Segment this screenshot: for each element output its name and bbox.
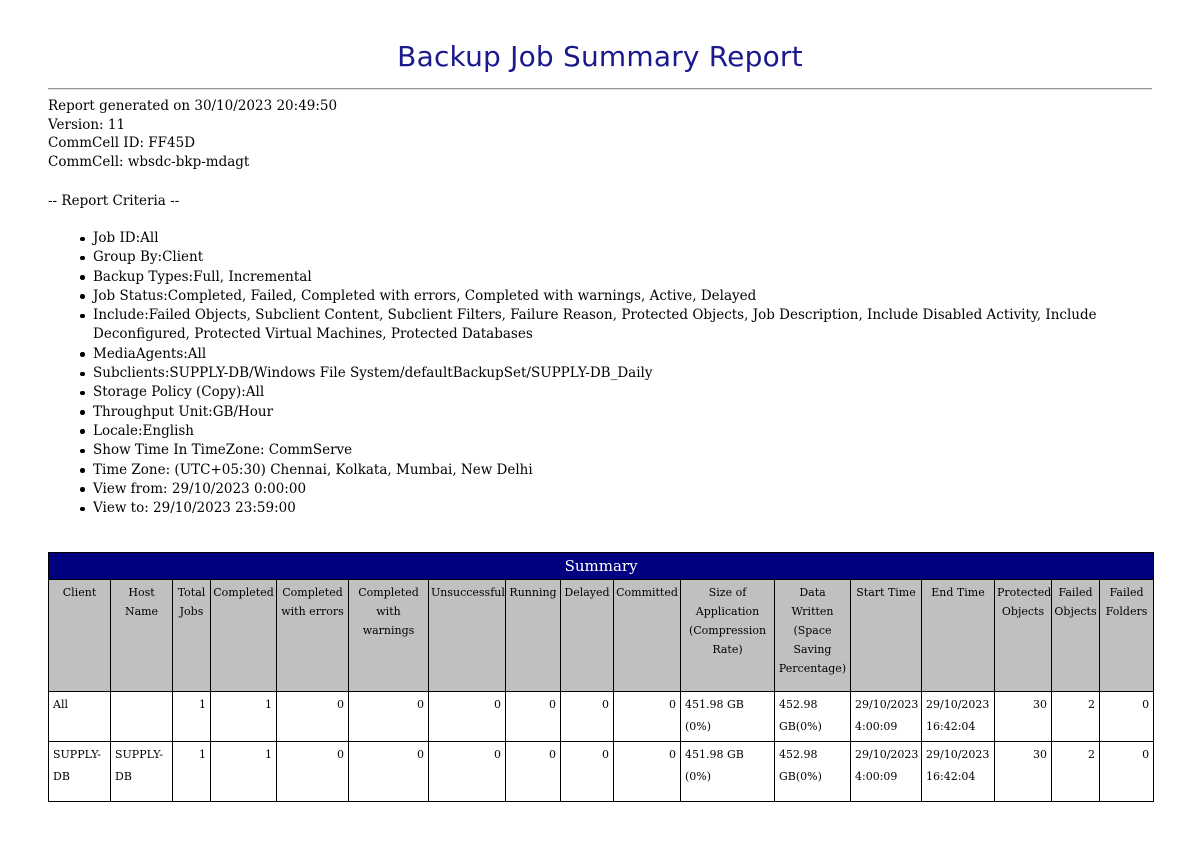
table-cell: All — [49, 692, 111, 742]
criteria-item: Include:Failed Objects, Subclient Content, Subclient Filters, Failure Reason, Protected Objects, Job Description, Include Disabled Activity, Include Deconfigured, Protected Virtual Machines, Protected Databases — [48, 306, 1148, 345]
criteria-item: Throughput Unit:GB/Hour — [93, 403, 1148, 422]
criteria-item: Group By:Client — [93, 248, 1148, 267]
column-header: Completed with errors — [277, 580, 349, 692]
table-cell: SUPPLY-DB — [111, 742, 173, 802]
column-header: Data Written (Space Saving Percentage) — [775, 580, 851, 692]
criteria-item: Subclients:SUPPLY-DB/Windows File System/defaultBackupSet/SUPPLY-DB_Daily — [93, 364, 1148, 383]
table-cell — [111, 692, 173, 742]
table-cell: 1 — [211, 742, 277, 802]
table-row — [49, 692, 1154, 742]
table-cell: 29/10/2023 4:00:09 — [851, 692, 922, 742]
table-cell: 451.98 GB (0%) — [681, 742, 775, 802]
table-cell: 0 — [1100, 742, 1154, 802]
table-cell: 0 — [561, 692, 614, 742]
table-cell: 0 — [349, 742, 429, 802]
table-cell: 1 — [173, 742, 211, 802]
table-cell: 0 — [349, 692, 429, 742]
column-header: Start Time — [851, 580, 922, 692]
column-header: End Time — [922, 580, 995, 692]
title-divider — [48, 88, 1152, 90]
criteria-item: Time Zone: (UTC+05:30) Chennai, Kolkata, Mumbai, New Delhi — [93, 461, 1148, 480]
column-header: Completed — [211, 580, 277, 692]
criteria-item: Job Status:Completed, Failed, Completed with errors, Completed with warnings, Active, Delayed — [93, 287, 1148, 306]
table-cell: 30 — [995, 692, 1052, 742]
column-header: Total Jobs — [173, 580, 211, 692]
table-cell: 0 — [506, 742, 561, 802]
column-header: Client — [49, 580, 111, 692]
report-title: Backup Job Summary Report — [397, 40, 803, 73]
criteria-item: Storage Policy (Copy):All — [93, 383, 1148, 402]
report-meta — [48, 97, 337, 171]
column-header: Committed — [614, 580, 681, 692]
criteria-item: Backup Types:Full, Incremental — [93, 268, 1148, 287]
table-cell: 29/10/2023 16:42:04 — [922, 742, 995, 802]
table-cell: 0 — [561, 742, 614, 802]
summary-caption: Summary — [49, 553, 1154, 580]
criteria-item: Job ID:All — [93, 229, 1148, 248]
generated-on: Report generated on 30/10/2023 20:49:50 — [48, 98, 338, 114]
table-cell: 0 — [1100, 692, 1154, 742]
table-cell: 1 — [211, 692, 277, 742]
summary-header-row — [49, 580, 1154, 692]
column-header: Completed with warnings — [349, 580, 429, 692]
table-cell: 452.98 GB(0%) — [775, 692, 851, 742]
commcell-name: CommCell: wbsdc-bkp-mdagt — [48, 153, 250, 170]
column-header: Unsuccessful — [429, 580, 506, 692]
criteria-item: View from: 29/10/2023 0:00:00 — [93, 480, 1148, 499]
table-cell: 451.98 GB (0%) — [681, 692, 775, 742]
table-cell: 29/10/2023 16:42:04 — [922, 692, 995, 742]
commcell-id: CommCell ID: FF45D — [48, 135, 196, 151]
table-cell: 0 — [277, 742, 349, 802]
table-cell: 30 — [995, 742, 1052, 802]
column-header: Delayed — [561, 580, 614, 692]
table-cell: 0 — [614, 692, 681, 742]
table-cell: 29/10/2023 4:00:09 — [851, 742, 922, 802]
version: Version: 11 — [48, 116, 126, 133]
table-cell: 0 — [506, 692, 561, 742]
criteria-item: Show Time In TimeZone: CommServe — [93, 441, 1148, 460]
criteria-item: View to: 29/10/2023 23:59:00 — [93, 499, 1148, 518]
column-header: Running — [506, 580, 561, 692]
table-cell: 452.98 GB(0%) — [775, 742, 851, 802]
column-header: Size of Application (Compression Rate) — [681, 580, 775, 692]
table-row — [49, 742, 1154, 802]
table-cell: SUPPLY-DB — [49, 742, 111, 802]
table-cell: 0 — [277, 692, 349, 742]
criteria-item: MediaAgents:All — [93, 345, 1148, 364]
column-header: Failed Objects — [1052, 580, 1100, 692]
criteria-list — [48, 229, 1148, 518]
criteria-item: Locale:English — [93, 422, 1148, 441]
table-cell: 1 — [173, 692, 211, 742]
summary-table — [48, 552, 1154, 802]
column-header: Host Name — [111, 580, 173, 692]
table-cell: 0 — [429, 692, 506, 742]
table-cell: 0 — [429, 742, 506, 802]
table-cell: 2 — [1052, 692, 1100, 742]
column-header: Failed Folders — [1100, 580, 1154, 692]
column-header: Protected Objects — [995, 580, 1052, 692]
table-cell: 0 — [614, 742, 681, 802]
criteria-heading: -- Report Criteria -- — [48, 193, 180, 209]
table-cell: 2 — [1052, 742, 1100, 802]
